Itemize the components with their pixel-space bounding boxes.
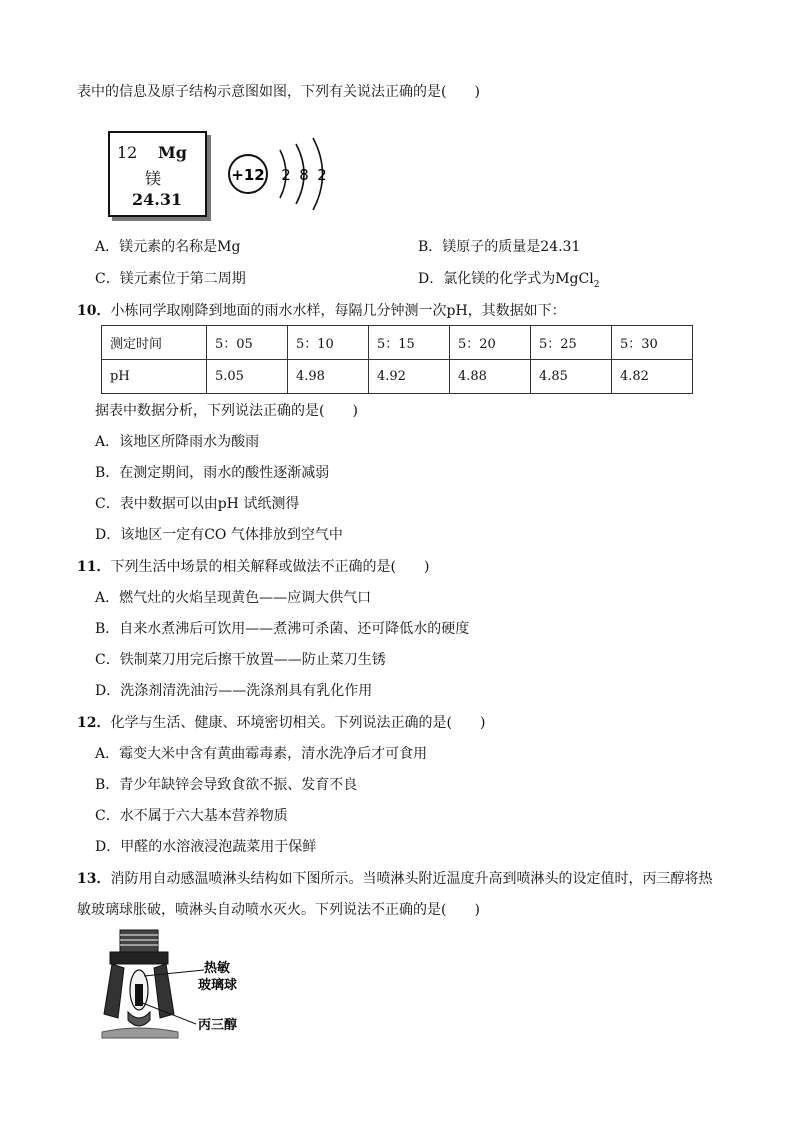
q12-option-a: A．霉变大米中含有黄曲霉毒素，清水洗净后才可食用: [95, 746, 428, 762]
q13-number: 13．: [77, 871, 111, 887]
q10-number: 10．: [77, 303, 111, 319]
sprinkler-frame-left: [104, 964, 124, 1018]
q10-option-c: C．表中数据可以由pH 试纸测得: [95, 496, 300, 512]
table-cell: 4.88: [450, 360, 531, 394]
sprinkler-deflector: [128, 1012, 150, 1026]
q12-option-d: D．甲醛的水溶液浸泡蔬菜用于保鲜: [95, 839, 317, 855]
atomic-mass: 24.31: [132, 190, 183, 209]
q9-option-c: C．镁元素位于第二周期: [95, 271, 246, 287]
q12-option-c: C．水不属于六大基本营养物质: [95, 808, 288, 824]
table-header-cell: pH: [102, 360, 207, 394]
q10-option-a: A．该地区所降雨水为酸雨: [95, 434, 260, 450]
shell-electrons-3: 2: [317, 166, 327, 184]
element-symbol: Mg: [158, 143, 187, 162]
q12-option-b: B．青少年缺锌会导致食欲不振、发育不良: [95, 777, 358, 793]
sprinkler-thread: [120, 930, 158, 952]
table-cell: 4.92: [369, 360, 450, 394]
element-card: [108, 131, 207, 217]
table-cell: 5：25: [531, 326, 612, 360]
q9-option-d-subscript: 2: [593, 279, 600, 290]
q9-option-d-text: D．氯化镁的化学式为MgCl: [418, 271, 594, 287]
label-glycerol: 丙三醇: [198, 1018, 238, 1033]
q10-option-b: B．在测定期间，雨水的酸性逐渐减弱: [95, 465, 330, 481]
sprinkler-frame-right: [154, 964, 174, 1018]
q10-stem: [77, 301, 566, 321]
table-row: [102, 326, 693, 360]
q13-stem-text-1: 消防用自动感温喷淋头结构如下图所示。当喷淋头附近温度升高到喷淋头的设定值时，丙三醇将热: [110, 871, 713, 887]
q10-stem-text: 小栋同学取刚降到地面的雨水水样，每隔几分钟测一次pH，其数据如下：: [110, 303, 566, 319]
table-row: [102, 360, 693, 394]
table-header-cell: 测定时间: [102, 326, 207, 360]
q12-stem: [77, 713, 485, 733]
sprinkler-base: [102, 1028, 178, 1038]
q11-option-d: D．洗涤剂清洗油污——洗涤剂具有乳化作用: [95, 683, 373, 699]
table-cell: 4.82: [612, 360, 693, 394]
nucleus-charge: +12: [231, 166, 265, 184]
q9-stem: 表中的信息及原子结构示意图如图，下列有关说法正确的是( ): [77, 84, 480, 100]
leader-line-bulb: [144, 970, 204, 976]
table-cell: 5：15: [369, 326, 450, 360]
shell-electrons-1: 2: [281, 166, 291, 184]
q13-stem-line1: [77, 869, 712, 889]
table-cell: 5：30: [612, 326, 693, 360]
q10-follow-text: 据表中数据分析，下列说法正确的是( ): [95, 403, 358, 419]
q13-stem-line2: 敏玻璃球胀破，喷淋头自动喷水灭火。下列说法不正确的是( ): [77, 902, 480, 918]
q11-option-c: C．铁制菜刀用完后擦干放置——防止菜刀生锈: [95, 652, 386, 668]
table-cell: 5.05: [207, 360, 288, 394]
atomic-number: 12: [117, 143, 138, 162]
q9-option-d: [418, 269, 599, 295]
table-cell: 5：20: [450, 326, 531, 360]
q11-number: 11．: [77, 559, 111, 575]
q12-stem-text: 化学与生活、健康、环境密切相关。下列说法正确的是( ): [110, 715, 486, 731]
atom-structure-diagram: [226, 136, 336, 216]
q11-option-b: B．自来水煮沸后可饮用——煮沸可杀菌、还可降低水的硬度: [95, 621, 470, 637]
label-heat-sensitive: 热敏: [204, 961, 231, 976]
table-cell: 4.98: [288, 360, 369, 394]
q9-option-a: A．镁元素的名称是Mg: [95, 239, 241, 255]
q12-number: 12．: [77, 715, 111, 731]
ph-data-table: [101, 325, 693, 394]
sprinkler-head-figure: [100, 928, 250, 1043]
label-glass-bulb: 玻璃球: [198, 978, 238, 993]
table-cell: 4.85: [531, 360, 612, 394]
sprinkler-collar: [110, 952, 168, 964]
q11-option-a: A．燃气灶的火焰呈现黄色——应调大供气口: [95, 590, 372, 606]
element-name: 镁: [145, 169, 162, 188]
table-cell: 5：05: [207, 326, 288, 360]
shell-electrons-2: 8: [299, 166, 309, 184]
q10-option-d: D．该地区一定有CO 气体排放到空气中: [95, 527, 343, 543]
q11-stem-text: 下列生活中场景的相关解释或做法不正确的是( ): [110, 559, 430, 575]
table-cell: 5：10: [288, 326, 369, 360]
q9-option-b: B．镁原子的质量是24.31: [418, 239, 581, 255]
q11-stem: [77, 557, 429, 577]
